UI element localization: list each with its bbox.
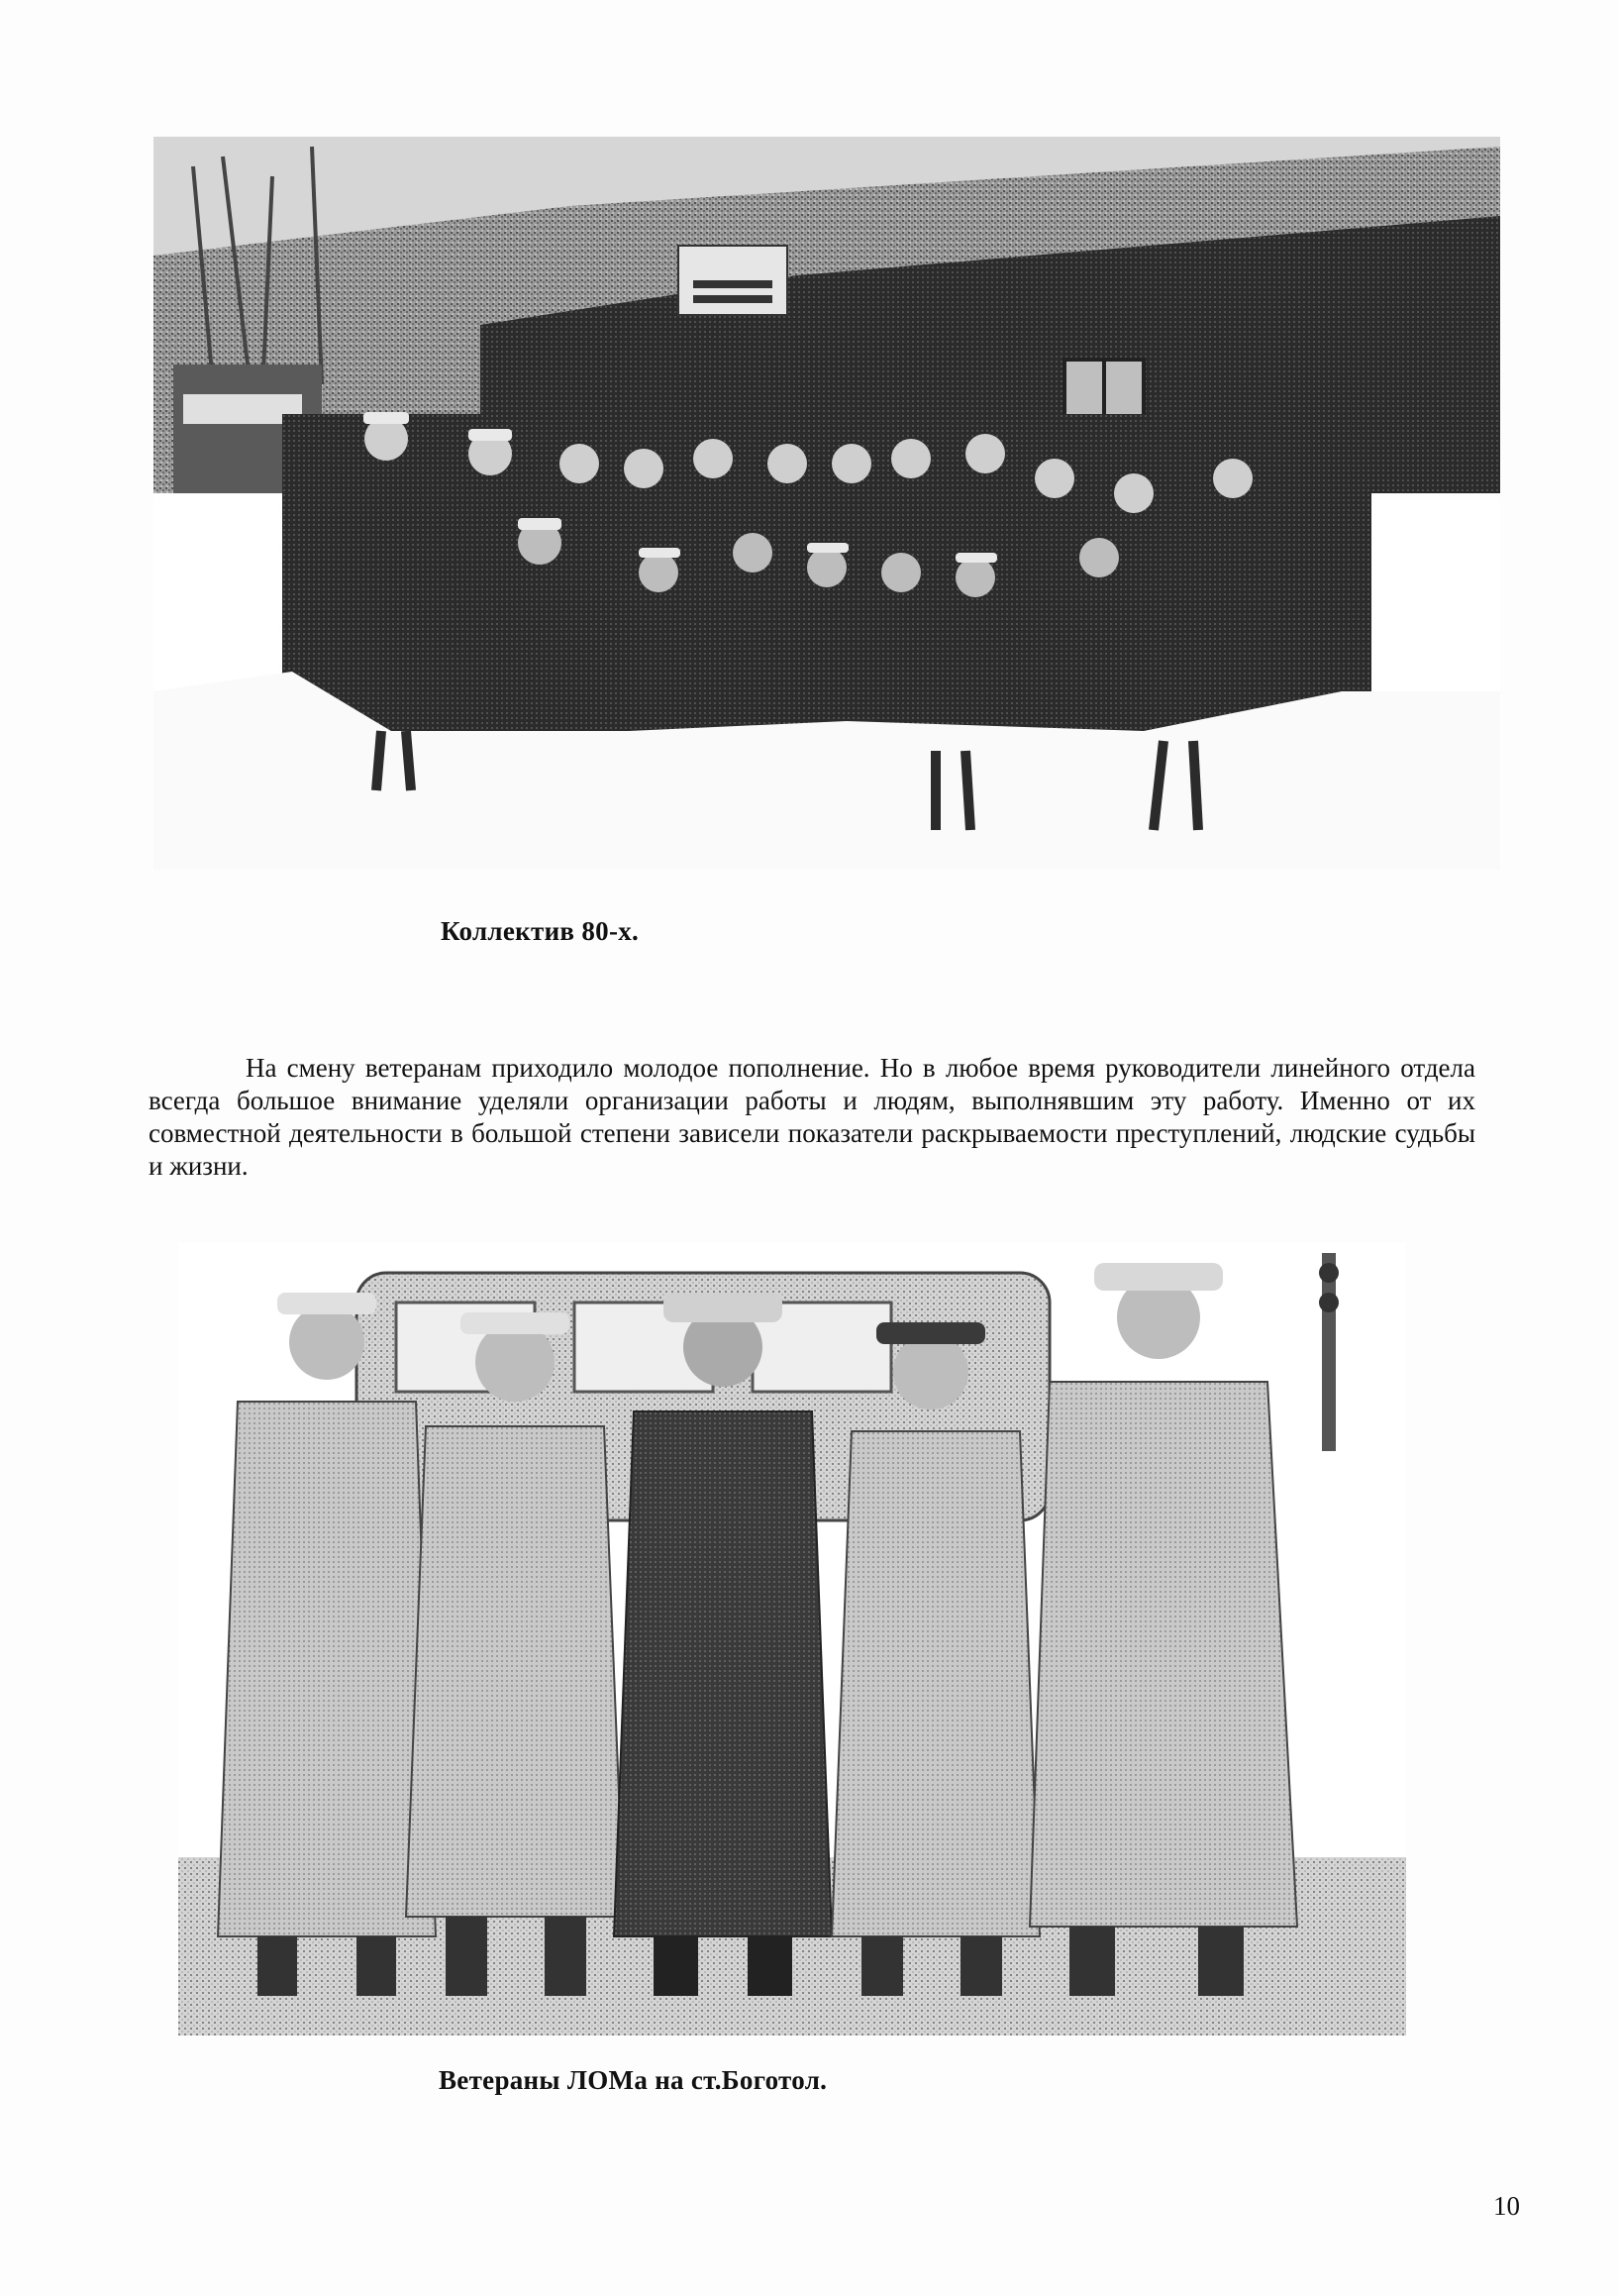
- veterans-photo-icon: [178, 1243, 1406, 2035]
- veterans-photo: [178, 1243, 1406, 2035]
- body-paragraph: На смену ветеранам приходило молодое пополнение. Но в любое время руководители линейного отдела всегда большое внимание уделяли организации работы и людям, выполнявшим эту работу. Именно от их совместной деятельности в большой степени зависели показатели раскрываемости преступлений, людские судьбы и жизни.: [149, 1053, 1475, 1181]
- group-photo-icon: [153, 137, 1500, 870]
- group-photo-80s: [153, 137, 1500, 870]
- photo-caption-1: Коллектив 80-х.: [441, 916, 640, 946]
- photo-caption-2: Ветераны ЛОМа на ст.Боготол.: [439, 2065, 828, 2095]
- page-number: 10: [1493, 2191, 1520, 2221]
